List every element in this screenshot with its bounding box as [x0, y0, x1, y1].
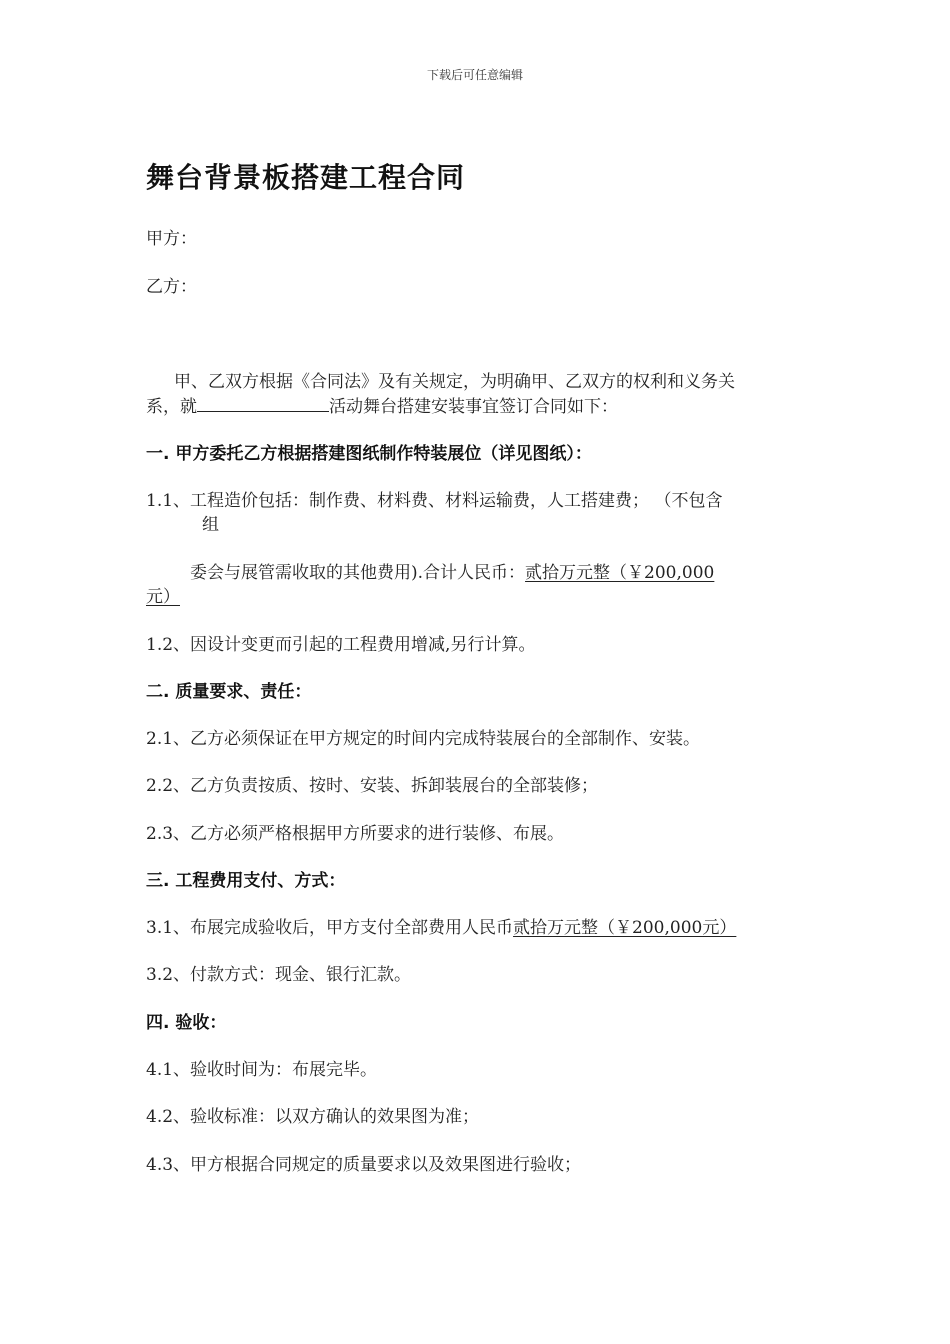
clause-3-1-prefix: 3.1、布展完成验收后，甲方支付全部费用人民币: [146, 918, 514, 938]
section-4-heading: 四. 验收：: [146, 1013, 227, 1033]
clause-3-1: [146, 913, 736, 938]
intro-prefix: 系，就: [146, 397, 197, 417]
contract-title: 舞台背景板搭建工程合同: [146, 161, 466, 194]
clause-1-1-line-c: [190, 558, 714, 583]
contract-amount: 贰拾万元整（￥200,000: [525, 563, 715, 583]
clause-1-1-prefix: 委会与展管需收取的其他费用).合计人民币：: [190, 563, 526, 583]
clause-2-2: 2.2、乙方负责按质、按时、安装、拆卸装展台的全部装修；: [146, 776, 599, 796]
clause-3-2: 3.2、付款方式：现金、银行汇款。: [146, 965, 412, 985]
payment-amount: 贰拾万元整（￥200,000元）: [513, 918, 737, 938]
clause-2-3: 2.3、乙方必须严格根据甲方所要求的进行装修、布展。: [146, 824, 565, 844]
party-a-label: 甲方：: [146, 229, 197, 249]
section-2-heading: 二. 质量要求、责任：: [146, 682, 312, 702]
section-3-heading: 三. 工程费用支付、方式：: [146, 871, 346, 891]
clause-4-2: 4.2、验收标准：以双方确认的效果图为准；: [146, 1107, 480, 1127]
clause-1-1-line-a: 1.1、工程造价包括：制作费、材料费、材料运输费，人工搭建费； （不包含: [146, 491, 723, 511]
clause-1-1-line-b: 组: [202, 515, 219, 535]
section-1-heading: 一. 甲方委托乙方根据搭建图纸制作特装展位（详见图纸）：: [146, 444, 592, 464]
project-name-blank[interactable]: [197, 397, 329, 412]
clause-4-1: 4.1、验收时间为：布展完毕。: [146, 1060, 378, 1080]
intro-line-1: 甲、乙双方根据《合同法》及有关规定，为明确甲、乙双方的权利和义务关: [174, 372, 735, 392]
header-note: 下载后可任意编辑: [426, 68, 523, 82]
clause-4-3: 4.3、甲方根据合同规定的质量要求以及效果图进行验收；: [146, 1155, 582, 1175]
intro-suffix: 活动舞台搭建安装事宜签订合同如下：: [329, 397, 618, 417]
clause-1-1-line-d: 元）: [146, 587, 180, 607]
party-b-label: 乙方：: [146, 277, 197, 297]
intro-line-2: [146, 392, 618, 417]
clause-2-1: 2.1、乙方必须保证在甲方规定的时间内完成特装展台的全部制作、安装。: [146, 729, 701, 749]
clause-1-2: 1.2、因设计变更而引起的工程费用增减,另行计算。: [146, 635, 536, 655]
